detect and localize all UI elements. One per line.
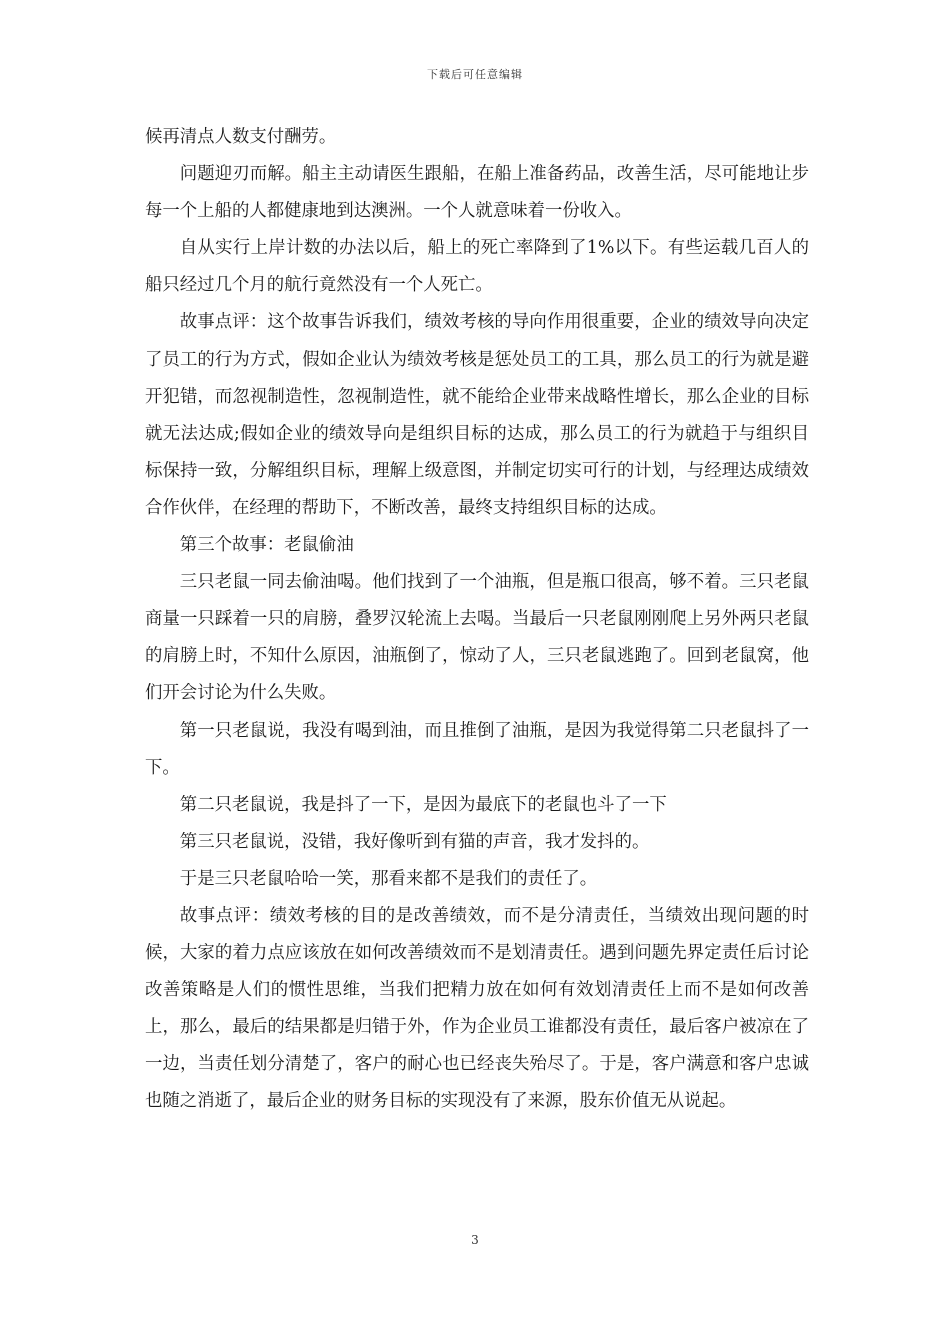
document-body <box>145 119 809 1121</box>
paragraph: 三只老鼠一同去偷油喝。他们找到了一个油瓶，但是瓶口很高，够不着。三只老鼠商量一只踩着一只的肩膀，叠罗汉轮流上去喝。当最后一只老鼠刚刚爬上另外两只老鼠的肩膀上时，不知什么原因，油瓶倒了，惊动了人，三只老鼠逃跑了。回到老鼠窝，他们开会讨论为什么失败。 <box>145 572 809 704</box>
paragraph: 第二只老鼠说，我是抖了一下，是因为最底下的老鼠也斗了一下 <box>179 794 667 815</box>
paragraph: 候再清点人数支付酬劳。 <box>145 127 337 147</box>
paragraph: 自从实行上岸计数的办法以后，船上的死亡率降到了1%以下。有些运载几百人的船只经过几个月的航行竟然没有一个人死亡。 <box>145 238 809 296</box>
paragraph: 第一只老鼠说，我没有喝到油，而且推倒了油瓶，是因为我觉得第二只老鼠抖了一下。 <box>145 720 809 778</box>
paragraph: 于是三只老鼠哈哈一笑，那看来都不是我们的责任了。 <box>179 868 598 889</box>
page-header: 下载后可任意编辑 <box>427 68 523 81</box>
page-number: 3 <box>471 1233 479 1247</box>
paragraph: 问题迎刃而解。船主主动请医生跟船，在船上准备药品，改善生活，尽可能地让步每一个上船的人都健康地到达澳洲。一个人就意味着一份收入。 <box>145 164 809 222</box>
paragraph: 第三只老鼠说，没错，我好像听到有猫的声音，我才发抖的。 <box>179 831 650 852</box>
section-heading: 第三个故事：老鼠偷油 <box>179 535 354 556</box>
paragraph: 故事点评：绩效考核的目的是改善绩效，而不是分清责任，当绩效出现问题的时候，大家的着力点应该放在如何改善绩效而不是划清责任。遇到问题先界定责任后讨论改善策略是人们的惯性思维，当我们把精力放在如何有效划清责任上而不是如何改善上，那么，最后的结果都是归错于外，作为企业员工谁都没有责任，最后客户被凉在了一边，当责任划分清楚了，客户的耐心也已经丧失殆尽了。于是，客户满意和客户忠诚也随之消逝了，最后企业的财务目标的实现没有了来源，股东价值无从说起。 <box>145 905 809 1112</box>
paragraph: 故事点评：这个故事告诉我们，绩效考核的导向作用很重要，企业的绩效导向决定了员工的行为方式，假如企业认为绩效考核是惩处员工的工具，那么员工的行为就是避开犯错，而忽视制造性，忽视制造性，就不能给企业带来战略性增长，那么企业的目标就无法达成;假如企业的绩效导向是组织目标的达成，那么员工的行为就趋于与组织目标保持一致，分解组织目标，理解上级意图，并制定切实可行的计划，与经理达成绩效合作伙伴，在经理的帮助下，不断改善，最终支持组织目标的达成。 <box>145 312 809 518</box>
